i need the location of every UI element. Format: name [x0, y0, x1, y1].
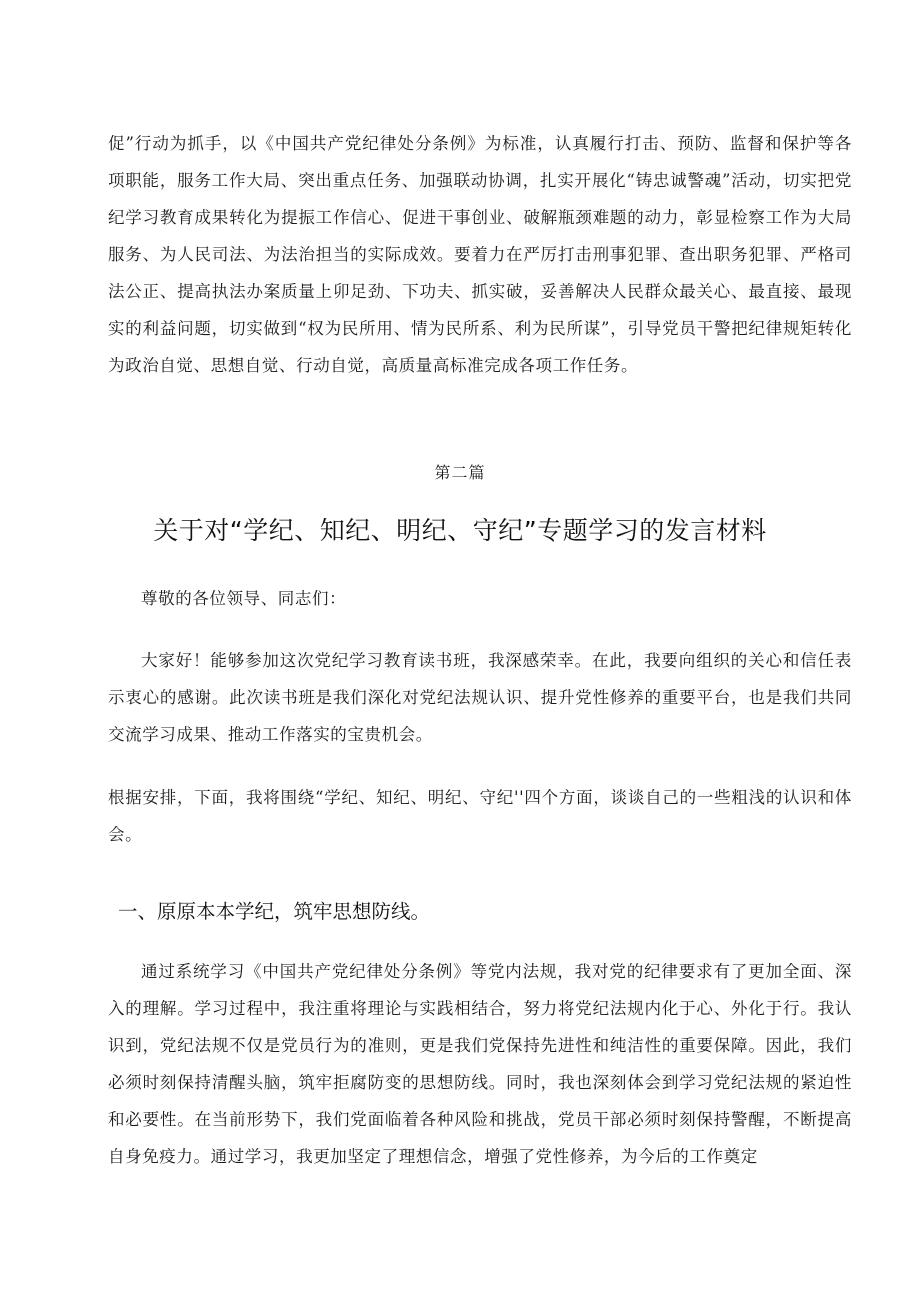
section-label: 第二篇 — [434, 463, 486, 482]
section-heading-1: 一、原原本本学纪，筑牢思想防线。 — [118, 900, 431, 923]
document-title: 关于对“学纪、知纪、明纪、守纪”专题学习的发言材料 — [153, 516, 767, 545]
paragraph-continued: 促”行动为抓手，以《中国共产党纪律处分条例》为标准，认真履行打击、预防、监督和保护等各项职能，服务工作大局、突出重点任务、加强联动协调，扎实开展化“铸忠诚警魂”活动，切实把党纪学习教育成果转化为提振工作信心、促进干事创业、破解瓶颈难题的动力，彰显检察工作为大局服务、为人民司法、为法治担当的实际成效。要着力在严厉打击刑事犯罪、查出职务犯罪、严格司法公正、提高执法办案质量上卯足劲、下功夫、抓实破，妥善解决人民群众最关心、最直接、最现实的利益问题，切实做到“权为民所用、情为民所系、利为民所谋”，引导党员干警把纪律规矩转化为政治自觉、思想自觉、行动自觉，高质量高标准完成各项工作任务。 — [108, 134, 852, 375]
salutation: 尊敬的各位领导、同志们： — [141, 589, 347, 608]
paragraph-greeting: 大家好！能够参加这次党纪学习教育读书班，我深感荣幸。在此，我要向组织的关心和信任表示衷心的感谢。此次读书班是我们深化对党纪法规认识、提升党性修养的重要平台，也是我们共同交流学习成果、推动工作落实的宝贵机会。 — [108, 651, 852, 744]
paragraph-outline: 根据安排，下面，我将围绕“学纪、知纪、明纪、守纪''四个方面，谈谈自己的一些粗浅的认识和体会。 — [108, 788, 852, 844]
paragraph-section-1: 通过系统学习《中国共产党纪律处分条例》等党内法规，我对党的纪律要求有了更加全面、深入的理解。学习过程中，我注重将理论与实践相结合，努力将党纪法规内化于心、外化于行。我认识到，党纪法规不仅是党员行为的准则，更是我们党保持先进性和纯洁性的重要保障。因此，我们必须时刻保持清醒头脑，筑牢拒腐防变的思想防线。同时，我也深刻体会到学习党纪法规的紧迫性和必要性。在当前形势下，我们党面临着各种风险和挑战，党员干部必须时刻保持警醒，不断提高自身免疫力。通过学习，我更加坚定了理想信念，增强了党性修养，为今后的工作奠定 — [108, 962, 852, 1166]
